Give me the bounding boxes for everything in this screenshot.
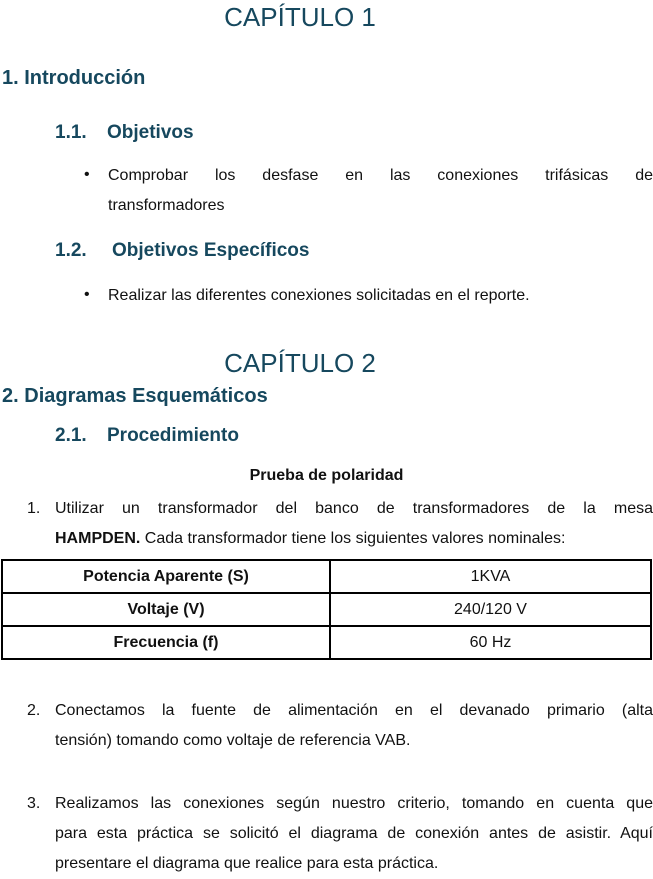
- table-label-cell: Voltaje (V): [2, 593, 330, 626]
- section-2-heading: [2, 385, 268, 408]
- subsection-title: Objetivos Específicos: [112, 240, 310, 261]
- subsection-number: 1.1.: [55, 122, 87, 143]
- item-1-text: [55, 494, 653, 554]
- procedure-title: Prueba de polaridad: [249, 467, 404, 484]
- subsection-1-2-heading: [55, 240, 309, 262]
- section-title: Introducción: [24, 67, 146, 89]
- section-number: 2.: [2, 385, 19, 407]
- table-row: [2, 560, 651, 593]
- subsection-title: Objetivos: [107, 122, 194, 143]
- objective-line-1: Comprobar los desfase en las conexiones trifásicas de: [108, 167, 653, 184]
- item-3-number: 3.: [27, 795, 41, 812]
- table-row: [2, 626, 651, 659]
- item-3-text: [55, 789, 653, 879]
- section-1-heading: [2, 67, 145, 90]
- table-label-cell: Potencia Aparente (S): [2, 560, 330, 593]
- item-1-line-2-rest: Cada transformador tiene los siguientes valores nominales:: [140, 530, 566, 547]
- section-title: Diagramas Esquemáticos: [24, 385, 268, 407]
- subsection-title: Procedimiento: [107, 425, 239, 446]
- item-1-number: 1.: [27, 500, 41, 517]
- item-3-line-1: Realizamos las conexiones según nuestro criterio, tomando en cuenta que: [55, 795, 653, 812]
- chapter-1-title: CAPÍTULO 1: [224, 2, 376, 32]
- bullet-icon: •: [84, 166, 90, 183]
- item-1-line-1: Utilizar un transformador del banco de transformadores de la mesa: [55, 500, 653, 517]
- item-1-line-2: [55, 524, 653, 554]
- objective-bullet-text: [108, 161, 653, 221]
- specific-objective-bullet-text: Realizar las diferentes conexiones solicitadas en el reporte.: [108, 287, 530, 304]
- subsection-2-1-heading: [55, 425, 239, 447]
- table-row: [2, 593, 651, 626]
- subsection-1-1-heading: [55, 122, 194, 144]
- item-3-line-2: para esta práctica se solicitó el diagrama de conexión antes de asistir. Aquí: [55, 825, 653, 842]
- item-2-number: 2.: [27, 702, 41, 719]
- item-2-line-2: tensión) tomando como voltaje de referencia VAB.: [55, 732, 411, 749]
- table-value-cell: 240/120 V: [330, 593, 651, 626]
- section-number: 1.: [2, 67, 19, 89]
- item-1-bold-word: HAMPDEN.: [55, 530, 141, 547]
- chapter-2-title: CAPÍTULO 2: [224, 348, 376, 378]
- table-value-cell: 60 Hz: [330, 626, 651, 659]
- bullet-icon: •: [84, 286, 90, 303]
- objective-line-2: transformadores: [108, 197, 225, 214]
- subsection-number: 2.1.: [55, 425, 87, 446]
- item-3-line-3: presentare el diagrama que realice para esta práctica.: [55, 855, 439, 872]
- item-2-text: [55, 696, 653, 756]
- table-value-cell: 1KVA: [330, 560, 651, 593]
- table-label-cell: Frecuencia (f): [2, 626, 330, 659]
- item-2-line-1: Conectamos la fuente de alimentación en el devanado primario (alta: [55, 702, 653, 719]
- subsection-number: 1.2.: [55, 240, 87, 261]
- nominal-values-table: [1, 559, 652, 660]
